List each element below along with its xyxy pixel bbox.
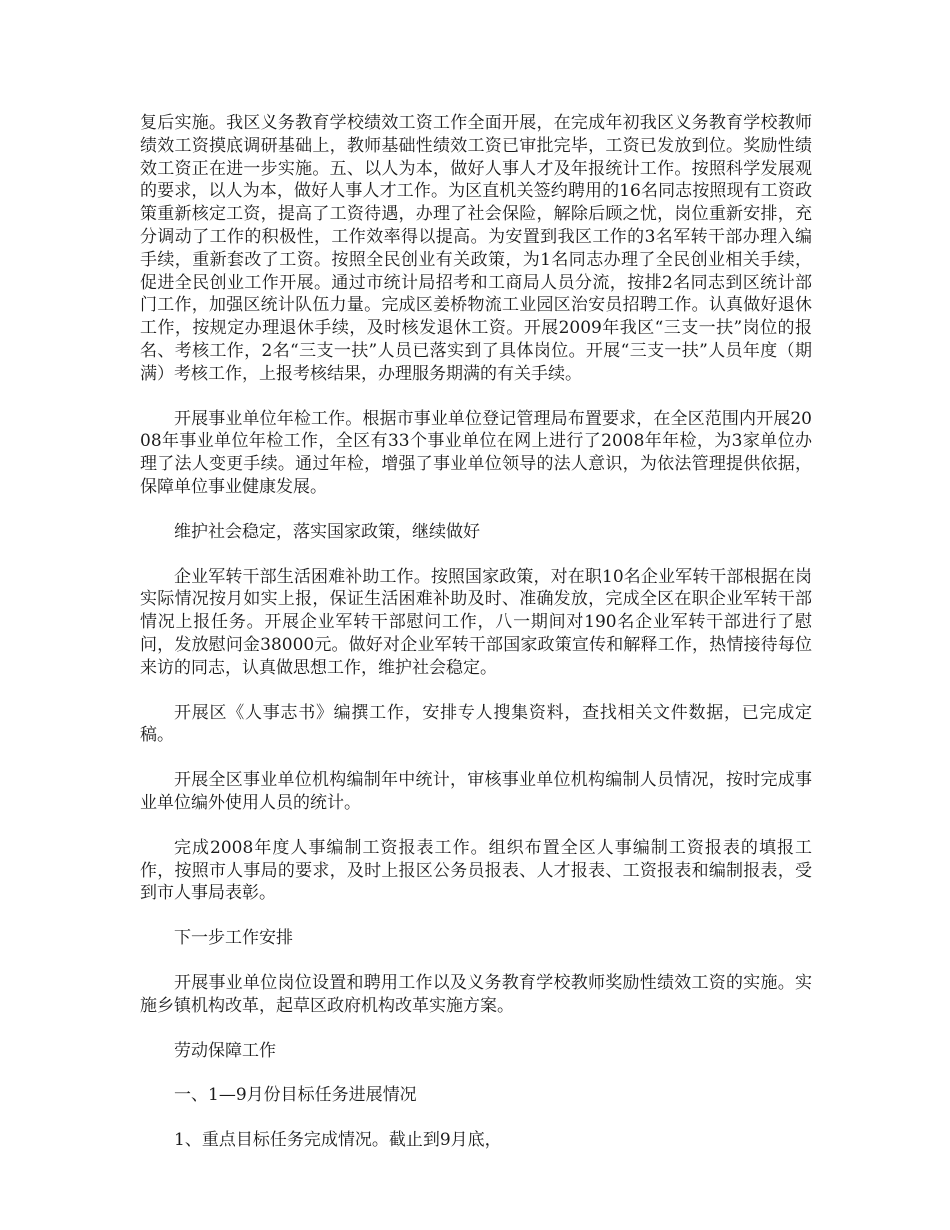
paragraph-12: 1、重点目标任务完成情况。截止到9月底， bbox=[174, 1130, 502, 1151]
paragraph-3: 维护社会稳定，落实国家政策，继续做好 bbox=[174, 521, 480, 542]
paragraph-9: 开展事业单位岗位设置和聘用工作以及义务教育学校教师奖励性绩效工资的实施。实施乡镇机构改革，起草区政府机构改革实施方案。 bbox=[140, 972, 812, 1016]
paragraph-7: 完成2008年度人事编制工资报表工作。组织布置全区人事编制工资报表的填报工作，按照市人事局的要求，及时上报区公务员报表、人才报表、工资报表和编制报表，受到市人事局表彰。 bbox=[140, 837, 812, 904]
paragraph-6: 开展全区事业单位机构编制年中统计，审核事业单位机构编制人员情况，按时完成事业单位编外使用人员的统计。 bbox=[140, 770, 812, 813]
section-heading-next-steps: 下一步工作安排 bbox=[174, 928, 293, 949]
paragraph-2: 开展事业单位年检工作。根据市事业单位登记管理局布置要求，在全区范围内开展2008年事业单位年检工作，全区有33个事业单位在网上进行了2008年年检，为3家单位办理了法人变更手续。通过年检，增强了事业单位领导的法人意识，为依法管理提供依据，保障单位事业健康发展。 bbox=[140, 408, 812, 497]
paragraph-1: 复后实施。我区义务教育学校绩效工资工作全面开展，在完成年初我区义务教育学校教师绩效工资摸底调研基础上，教师基础性绩效工资已审批完毕，工资已发放到位。奖励性绩效工资正在进一步实施。五、以人为本，做好人事人才及年报统计工作。按照科学发展观的要求，以人为本，做好人事人才工作。为区直机关签约聘用的16名同志按照现有工资政策重新核定工资，提高了工资待遇，办理了社会保险，解除后顾之忧，岗位重新安排，充分调动了工作的积极性，工作效率得以提高。为安置到我区工作的3名军转干部办理入编手续，重新套改了工资。按照全民创业有关政策，为1名同志办理了全民创业相关手续，促进全民创业工作开展。通过市统计局招考和工商局人员分流，按排2名同志到区统计部门工作，加强区统计队伍力量。完成区姜桥物流工业园区治安员招聘工作。认真做好退休工作，按规定办理退休手续，及时核发退休工资。开展2009年我区“三支一扶”岗位的报名、考核工作，2名“三支一扶”人员已落实到了具体岗位。开展“三支一扶”人员年度（期满）考核工作，上报考核结果，办理服务期满的有关手续。 bbox=[140, 113, 812, 384]
document-body bbox=[140, 112, 812, 1174]
paragraph-5: 开展区《人事志书》编撰工作，安排专人搜集资料，查找相关文件数据，已完成定稿。 bbox=[140, 702, 812, 746]
section-heading-labor-security: 劳动保障工作 bbox=[174, 1040, 276, 1061]
section-heading-progress: 一、1—9月份目标任务进展情况 bbox=[174, 1085, 417, 1106]
paragraph-4: 企业军转干部生活困难补助工作。按照国家政策，对在职10名企业军转干部根据在岗实际情况按月如实上报，保证生活困难补助及时、准确发放，完成全区在职企业军转干部情况上报任务。开展企业军转干部慰问工作，八一期间对190名企业军转干部进行了慰问，发放慰问金38000元。做好对企业军转干部国家政策宣传和解释工作，热情接待每位来访的同志，认真做思想工作，维护社会稳定。 bbox=[140, 566, 812, 678]
